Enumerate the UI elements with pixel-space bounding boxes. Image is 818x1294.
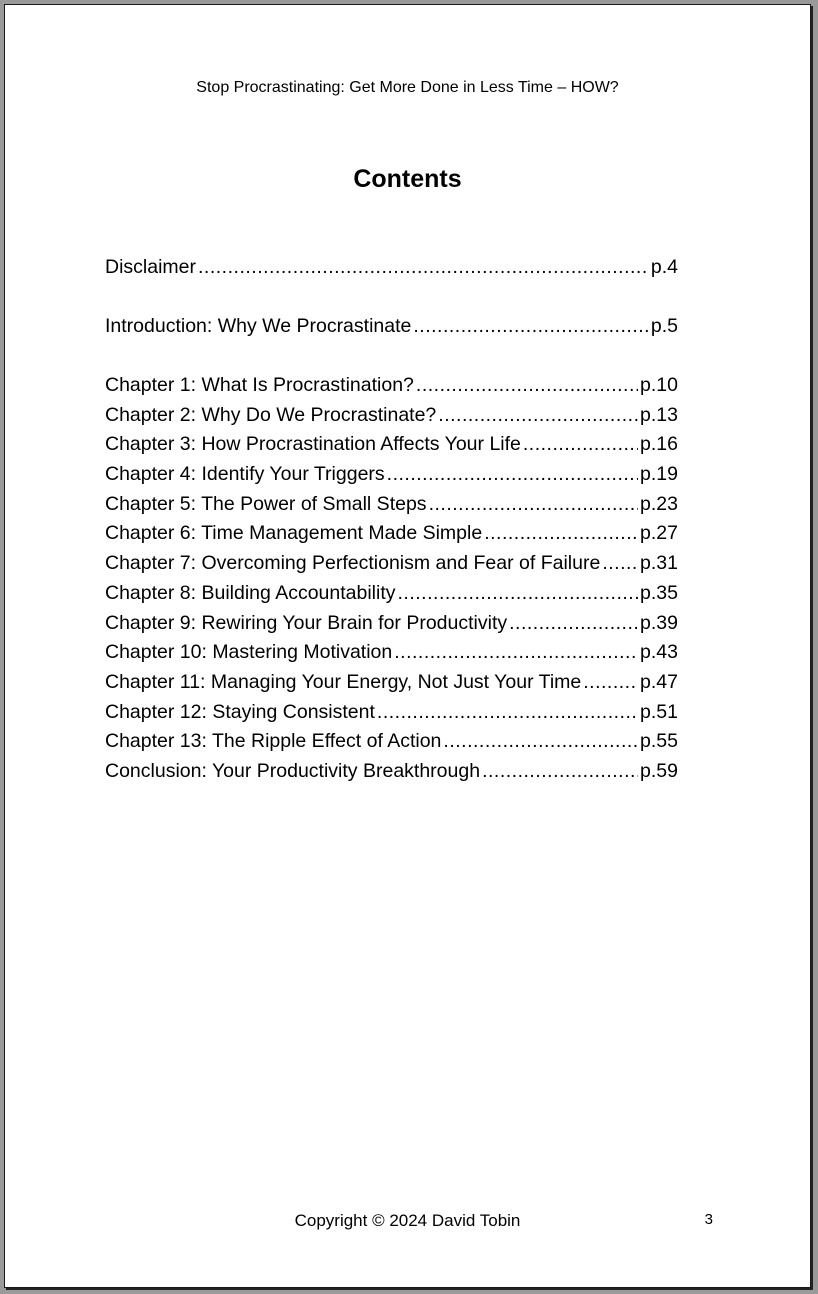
toc-entry-label: Chapter 2: Why Do We Procrastinate? [105,403,437,426]
toc-entry-label: Conclusion: Your Productivity Breakthrough [105,759,481,782]
toc-entry-page: p.55 [640,730,678,753]
toc-entry-label: Chapter 9: Rewiring Your Brain for Productivity [105,611,508,634]
toc-entry-page: p.13 [640,403,678,426]
toc-leader-dots [509,609,638,639]
toc-entry-page: p.35 [640,581,678,604]
toc-entry-page: p.31 [640,552,678,575]
toc-leader-dots [523,430,638,460]
copyright-footer: Copyright © 2024 David Tobin [294,1211,521,1230]
running-header: Stop Procrastinating: Get More Done in Less Time – HOW? [196,79,619,96]
toc-entry-label: Chapter 13: The Ripple Effect of Action [105,730,442,753]
toc-entry[interactable] [105,371,678,401]
toc-entry[interactable] [105,727,678,757]
document-page [4,4,811,1288]
toc-leader-dots [484,519,638,549]
toc-entry-page: p.27 [640,522,678,545]
toc-entry[interactable] [105,698,678,728]
toc-leader-dots [377,698,638,728]
toc-entry[interactable] [105,312,678,342]
toc-leader-dots [482,757,638,787]
toc-entry-page: p.16 [640,433,678,456]
toc-entry-page: p.39 [640,611,678,634]
toc-front-list [105,253,678,283]
toc-entry[interactable] [105,430,678,460]
toc-entry-page: p.59 [640,759,678,782]
page-number: 3 [704,1211,713,1228]
toc-entry[interactable] [105,638,678,668]
contents-heading: Contents [353,165,462,193]
toc-entry[interactable] [105,579,678,609]
toc-entry[interactable] [105,549,678,579]
toc-entry-page: p.47 [640,670,678,693]
toc-entry-page: p.10 [640,374,678,396]
toc-leader-dots [583,668,638,698]
toc-leader-dots [394,638,638,668]
toc-leader-dots [198,253,649,283]
toc-entry[interactable] [105,253,678,283]
toc-leader-dots [438,401,638,431]
toc-entry-label: Chapter 11: Managing Your Energy, Not Just Your Time [105,670,582,693]
toc-entry[interactable] [105,757,678,787]
toc-entry-label: Chapter 10: Mastering Motivation [105,641,393,664]
toc-leader-dots [416,371,638,401]
toc-entry-label: Chapter 1: What Is Procrastination? [105,374,414,396]
toc-entry[interactable] [105,668,678,698]
toc-leader-dots [387,460,638,490]
toc-entry[interactable] [105,401,678,431]
toc-entry-page: p.51 [640,700,678,723]
toc-entry[interactable] [105,519,678,549]
toc-leader-dots [413,312,649,342]
toc-leader-dots [602,549,638,579]
toc-entry[interactable] [105,460,678,490]
toc-entry-label: Chapter 12: Staying Consistent [105,700,375,723]
toc-entry-page: p.23 [640,492,678,515]
toc-entry-label: Chapter 7: Overcoming Perfectionism and Fear of Failure [105,552,601,575]
toc-leader-dots [398,579,639,609]
toc-entry-label: Disclaimer [105,256,197,278]
toc-entry-page: p.19 [640,463,678,486]
toc-entry-label: Introduction: Why We Procrastinate [105,315,412,337]
toc-entry[interactable] [105,490,678,520]
toc-entry-page: p.4 [650,256,678,278]
toc-entry-label: Chapter 6: Time Management Made Simple [105,522,483,545]
toc-entry-page: p.5 [650,315,678,337]
toc-chapter-list [105,371,678,787]
toc-entry-label: Chapter 3: How Procrastination Affects Your Life [105,433,521,456]
toc-entry[interactable] [105,609,678,639]
toc-entry-label: Chapter 8: Building Accountability [105,581,396,604]
toc-entry-page: p.43 [640,641,678,664]
toc-leader-dots [443,727,638,757]
toc-intro-list [105,312,678,342]
toc-entry-label: Chapter 5: The Power of Small Steps [105,492,427,515]
toc-leader-dots [429,490,638,520]
toc-entry-label: Chapter 4: Identify Your Triggers [105,463,385,486]
